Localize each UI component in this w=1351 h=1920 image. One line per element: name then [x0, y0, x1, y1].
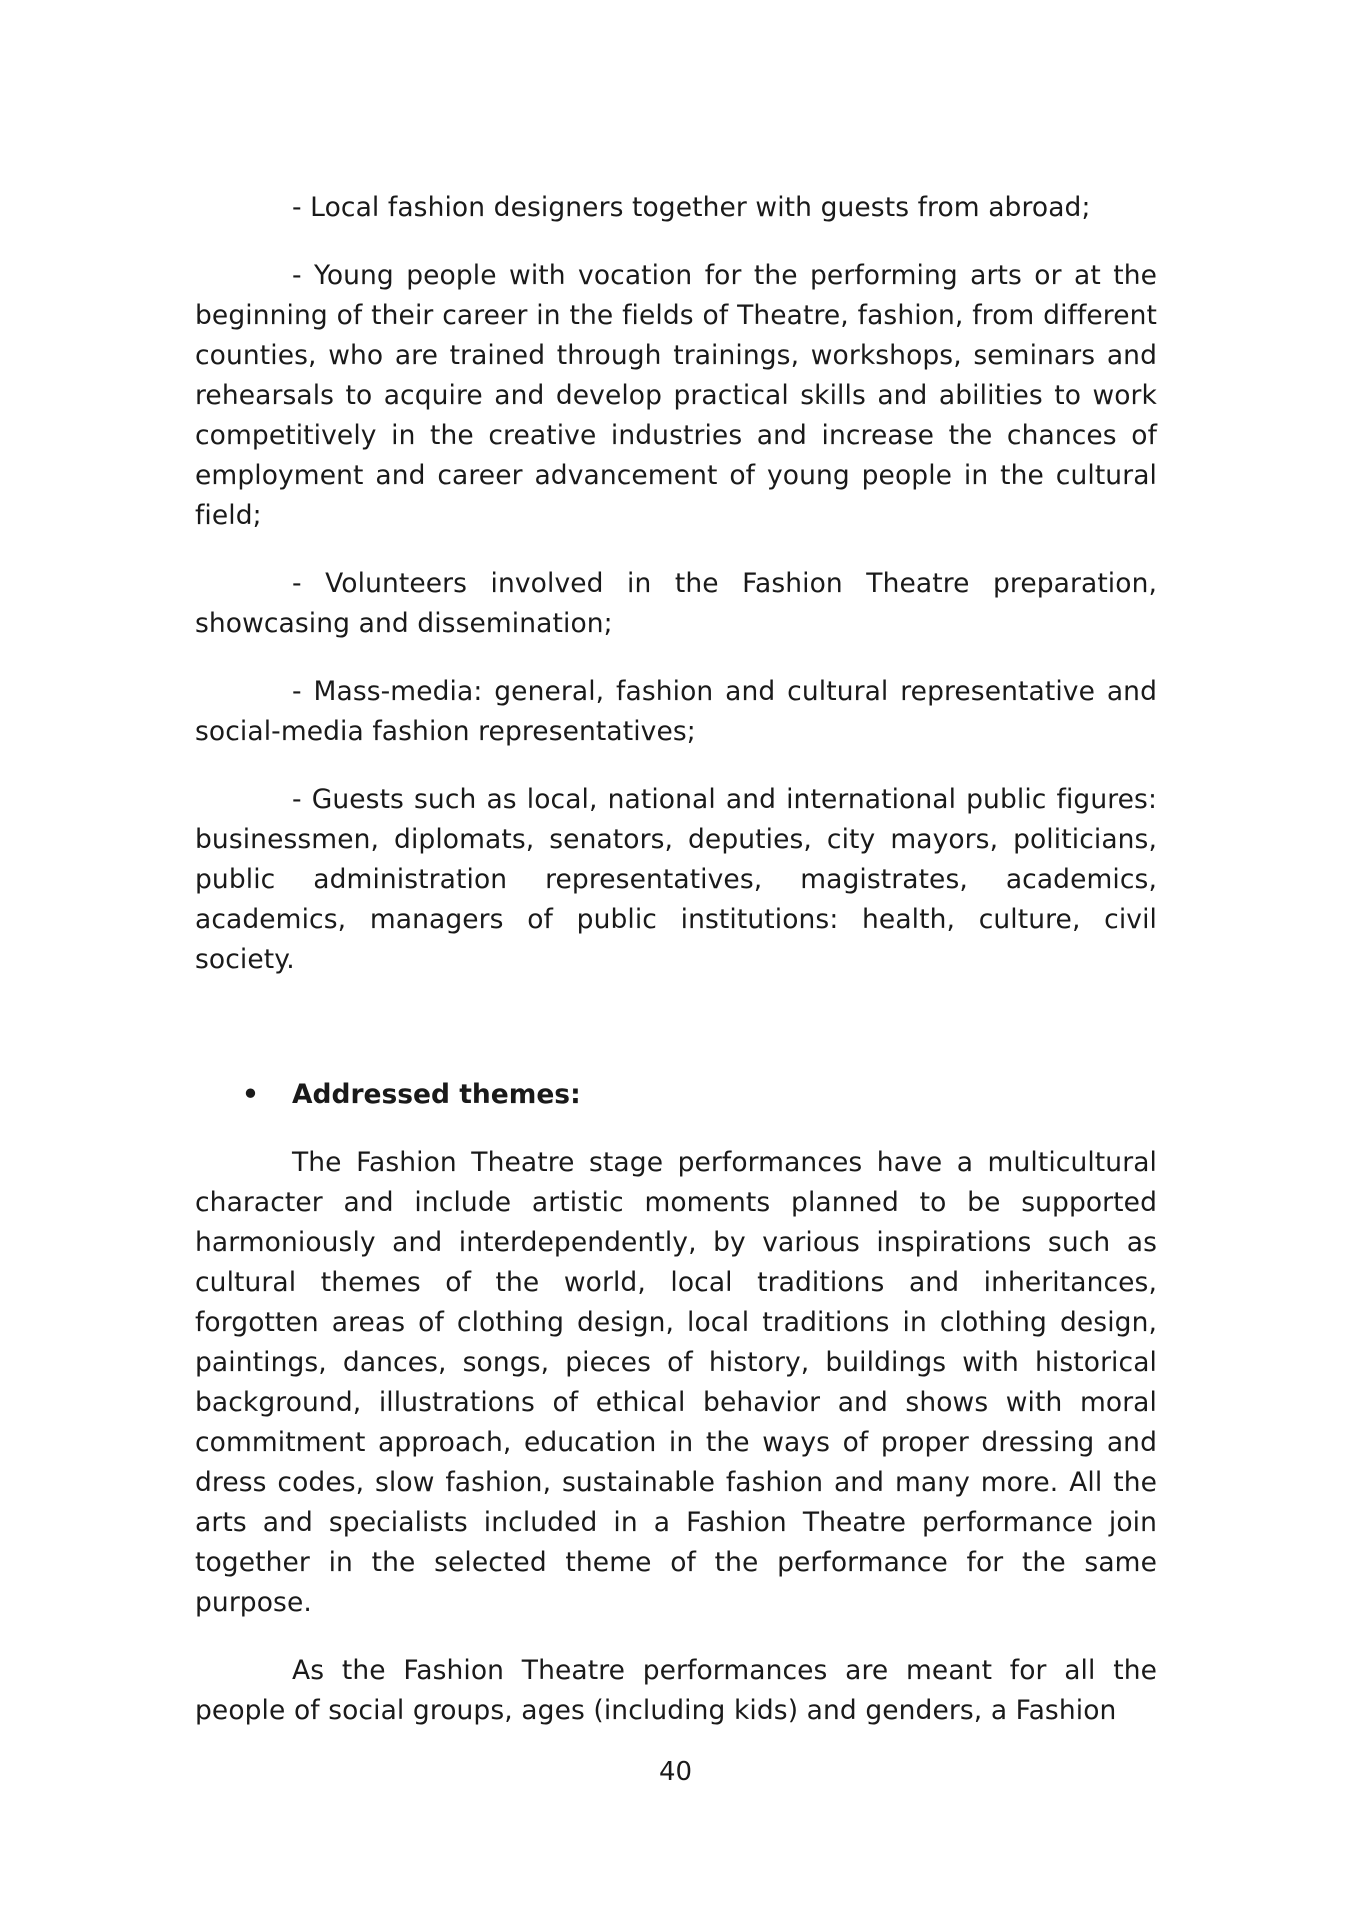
section-heading — [195, 1075, 1157, 1115]
section-heading-text: Addressed themes: — [292, 1079, 581, 1110]
paragraph-local-designers: - Local fashion designers together with guests from abroad; — [292, 192, 1091, 223]
paragraph-guests: - Guests such as local, national and international public figures: businessmen, diplomats, senators, deputies, city mayors, politicians, public administration representatives, magistrates, academics, academics, managers of public institutions: health, culture, civil society. — [195, 784, 1157, 975]
paragraph-young-people: - Young people with vocation for the performing arts or at the beginning of their career in the fields of Theatre, fashion, from different counties, who are trained through trainings, workshops, seminars and rehearsals to acquire and develop practical skills and abilities to work competitively in the creative industries and increase the chances of employment and career advancement of young people in the cultural field; — [195, 260, 1157, 531]
page-number: 40 — [658, 1757, 693, 1787]
paragraph-mass-media: - Mass-media: general, fashion and cultural representative and social-media fashion representatives; — [195, 676, 1157, 747]
paragraph-audience: As the Fashion Theatre performances are meant for all the people of social groups, ages (including kids) and genders, a Fashion — [195, 1655, 1157, 1726]
bullet-icon: • — [242, 1079, 259, 1110]
paragraph-themes: The Fashion Theatre stage performances have a multicultural character and include artistic moments planned to be supported harmoniously and interdependently, by various inspirations such as cultural themes of the world, local traditions and inheritances, forgotten areas of clothing design, local traditions in clothing design, paintings, dances, songs, pieces of history, buildings with historical background, illustrations of ethical behavior and shows with moral commitment approach, education in the ways of proper dressing and dress codes, slow fashion, sustainable fashion and many more. All the arts and specialists included in a Fashion Theatre performance join together in the selected theme of the performance for the same purpose. — [195, 1147, 1157, 1618]
paragraph-volunteers: - Volunteers involved in the Fashion Theatre preparation, showcasing and dissemination; — [195, 568, 1157, 639]
page-body — [195, 188, 1157, 1759]
